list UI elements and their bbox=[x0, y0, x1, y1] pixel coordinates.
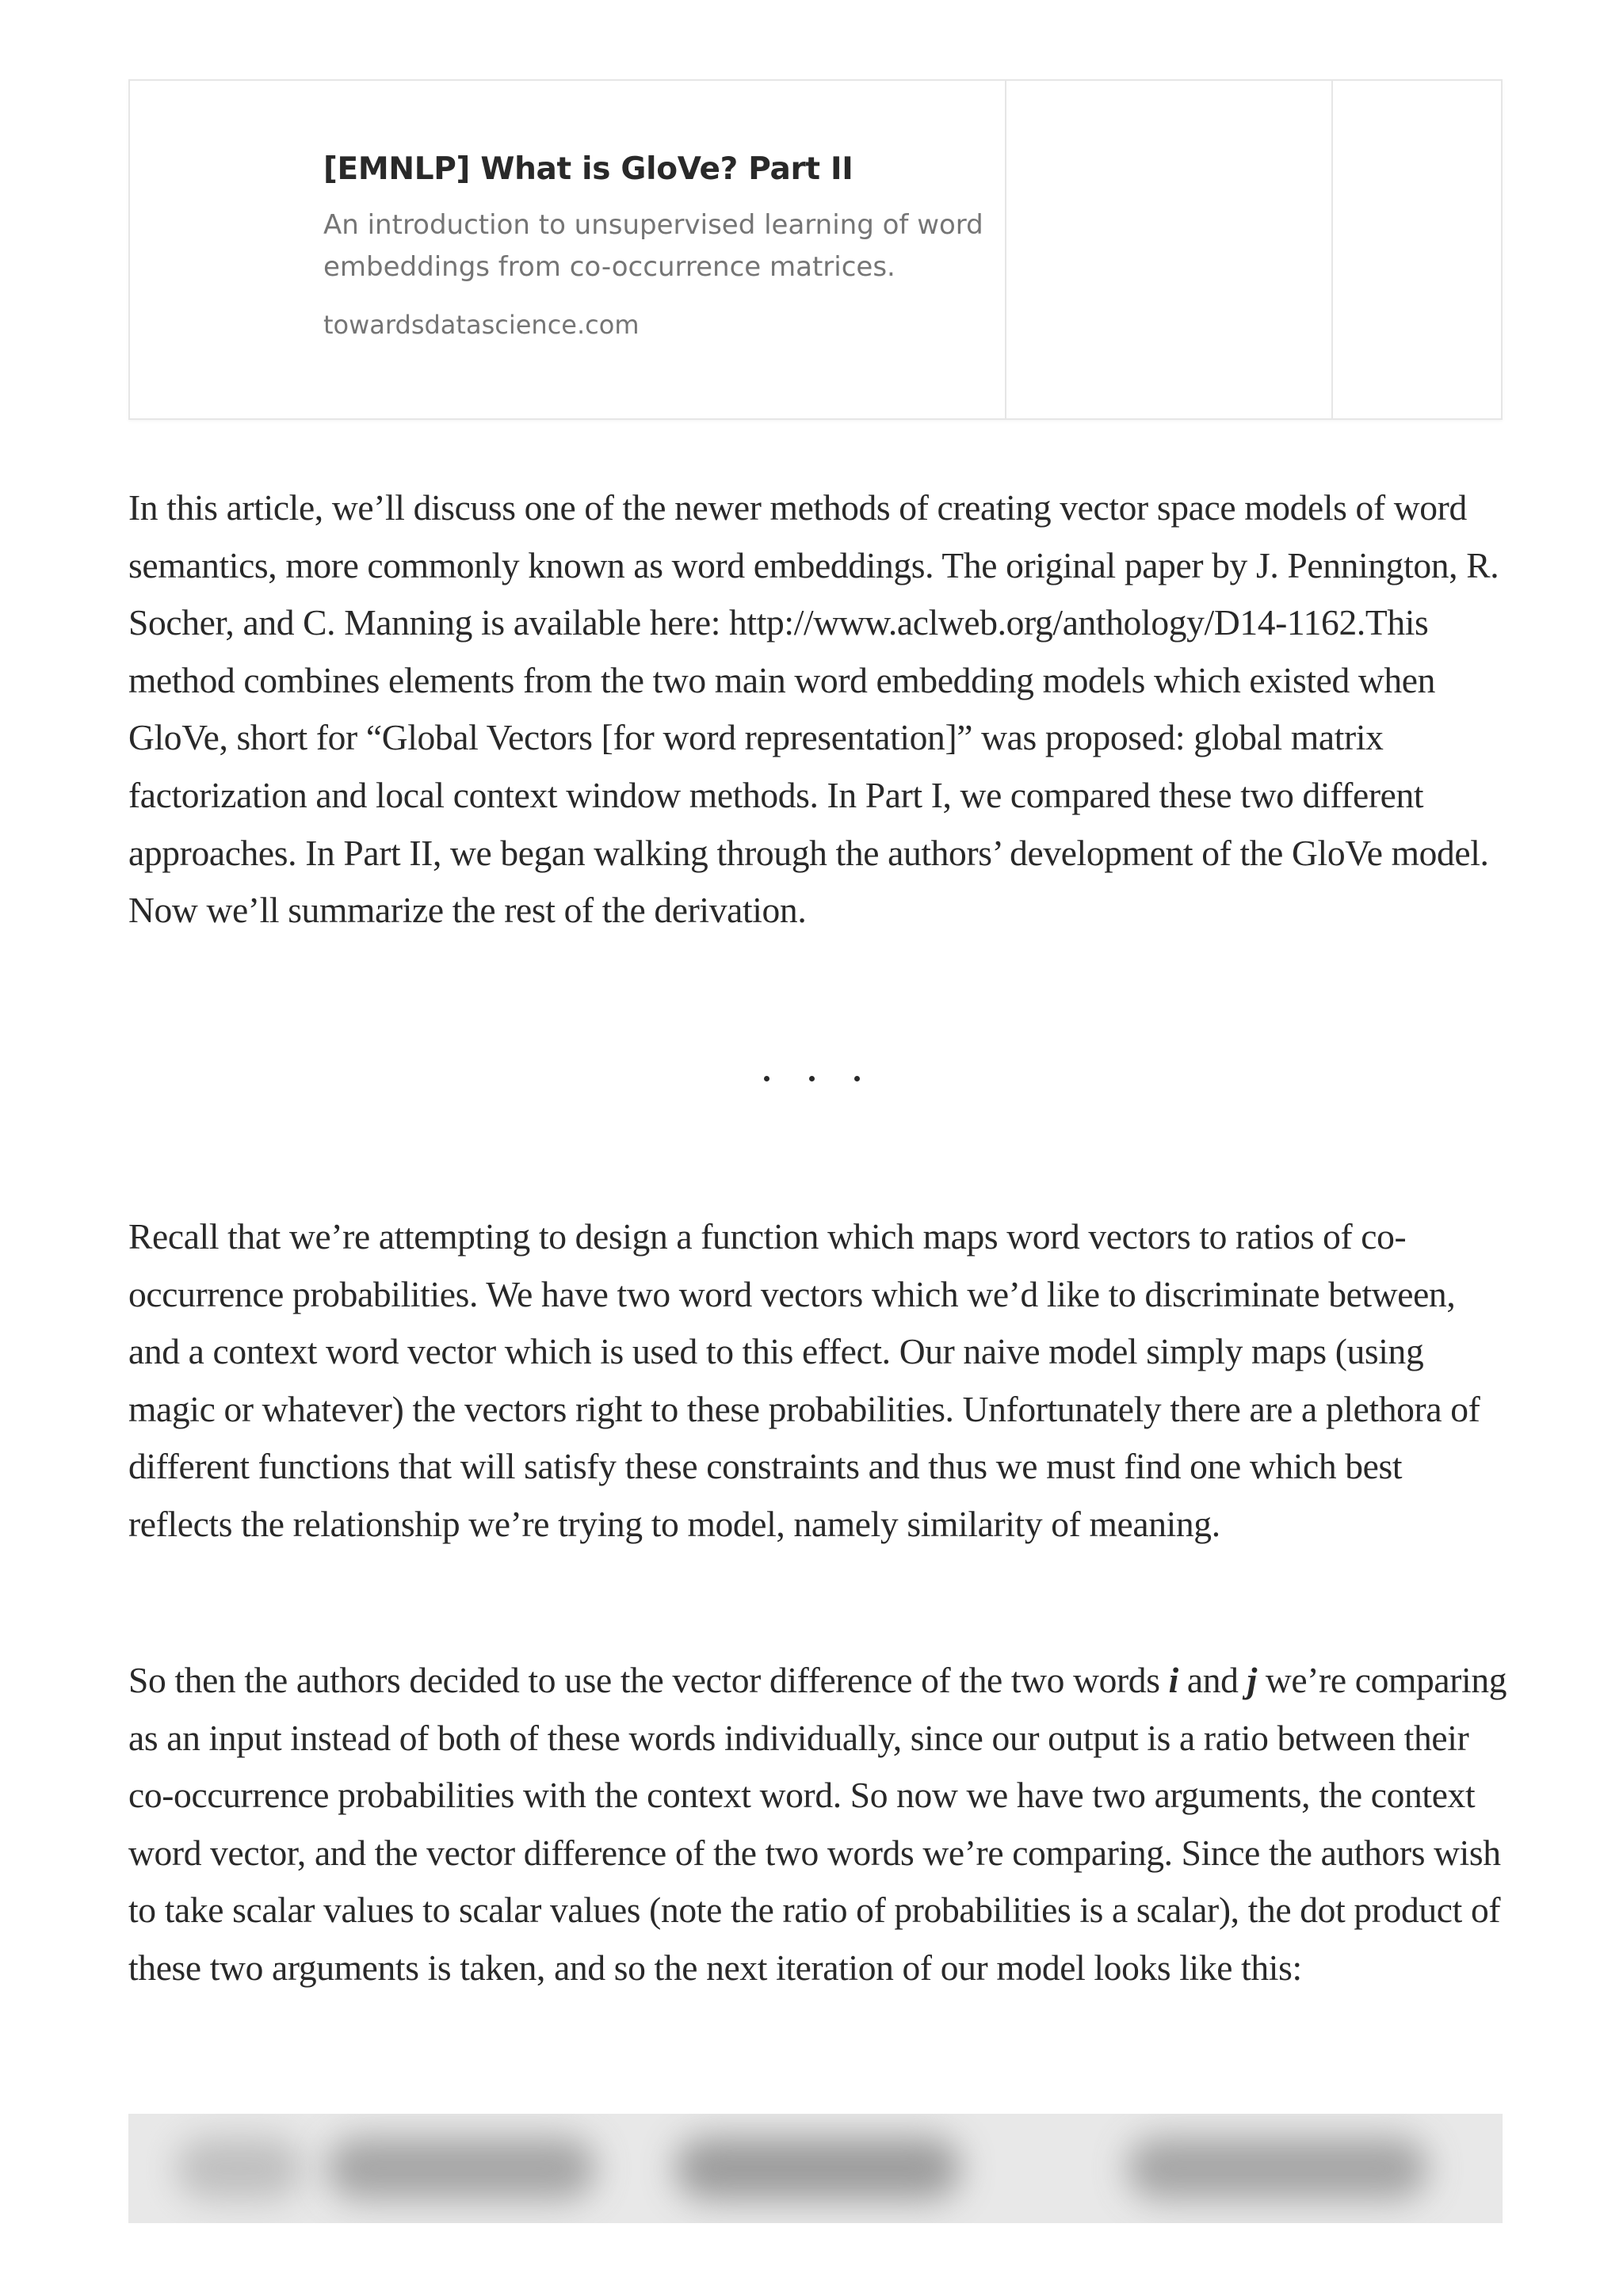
paragraph-intro: In this article, we’ll discuss one of the newer methods of creating vector space models of word semantics, more commonly known as word embeddings. The original paper by J. Pennington, R. Socher, and C. Manning is available here: http://www.aclweb.org/anthology/D14-1162.This method combines elements from the two main word embedding models which existed when GloVe, short for “Global Vectors [for word representation]” was proposed: global matrix factorization and local context window methods. In Part I, we compared these two different approaches. In Part II, we began walking through the authors’ development of the GloVe model. Now we’ll summarize the rest of the derivation. bbox=[128, 487, 1499, 931]
separator-dot bbox=[764, 1076, 769, 1081]
separator-dot bbox=[854, 1076, 860, 1081]
blur-shape bbox=[675, 2138, 960, 2199]
embed-thumbnail-secondary bbox=[1333, 81, 1501, 418]
embed-domain: towardsdatascience.com bbox=[323, 310, 640, 340]
embed-title[interactable]: [EMNLP] What is GloVe? Part II bbox=[323, 151, 854, 187]
section-separator bbox=[0, 1071, 1623, 1119]
paragraph-text-segment: So then the authors decided to use the vector difference of the two words bbox=[128, 1660, 1169, 1700]
blur-shape bbox=[176, 2138, 303, 2199]
variable-j: j bbox=[1247, 1660, 1257, 1700]
blur-shape bbox=[327, 2138, 596, 2199]
paragraph-text-segment: and bbox=[1178, 1660, 1247, 1700]
paragraph-vector-difference bbox=[128, 1652, 1507, 1997]
embed-thumbnail[interactable] bbox=[1006, 81, 1333, 418]
embed-text-block[interactable] bbox=[130, 81, 1006, 418]
variable-i: i bbox=[1168, 1660, 1178, 1700]
embed-link-card[interactable] bbox=[128, 79, 1503, 420]
formula-image-blurred bbox=[128, 2114, 1503, 2223]
blur-shape bbox=[1127, 2138, 1428, 2199]
paragraph-text-segment: we’re comparing as an input instead of both of these words individually, since our output is a ratio between their co-occurrence probabilities with the context word. So now we have two arguments, the context word vector, and the vector difference of the two words we’re comparing. Since the authors wish to take scalar values to scalar values (note the ratio of probabilities is a scalar), the dot product of these two arguments is taken, and so the next iteration of our model looks like this: bbox=[128, 1660, 1507, 1988]
paragraph-recall: Recall that we’re attempting to design a function which maps word vectors to ratios of co-occurrence probabilities. We have two word vectors which we’d like to discriminate between, and a context word vector which is used to this effect. Our naive model simply maps (using magic or whatever) the vectors right to these probabilities. Unfortunately there are a plethora of different functions that will satisfy these constraints and thus we must find one which best reflects the relationship we’re trying to model, namely similarity of meaning. bbox=[128, 1216, 1480, 1544]
embed-description: An introduction to unsupervised learning of word embeddings from co-occurrence matrices. bbox=[323, 209, 983, 283]
separator-text: . . bbox=[879, 1071, 880, 1072]
separator-dot bbox=[809, 1076, 815, 1081]
